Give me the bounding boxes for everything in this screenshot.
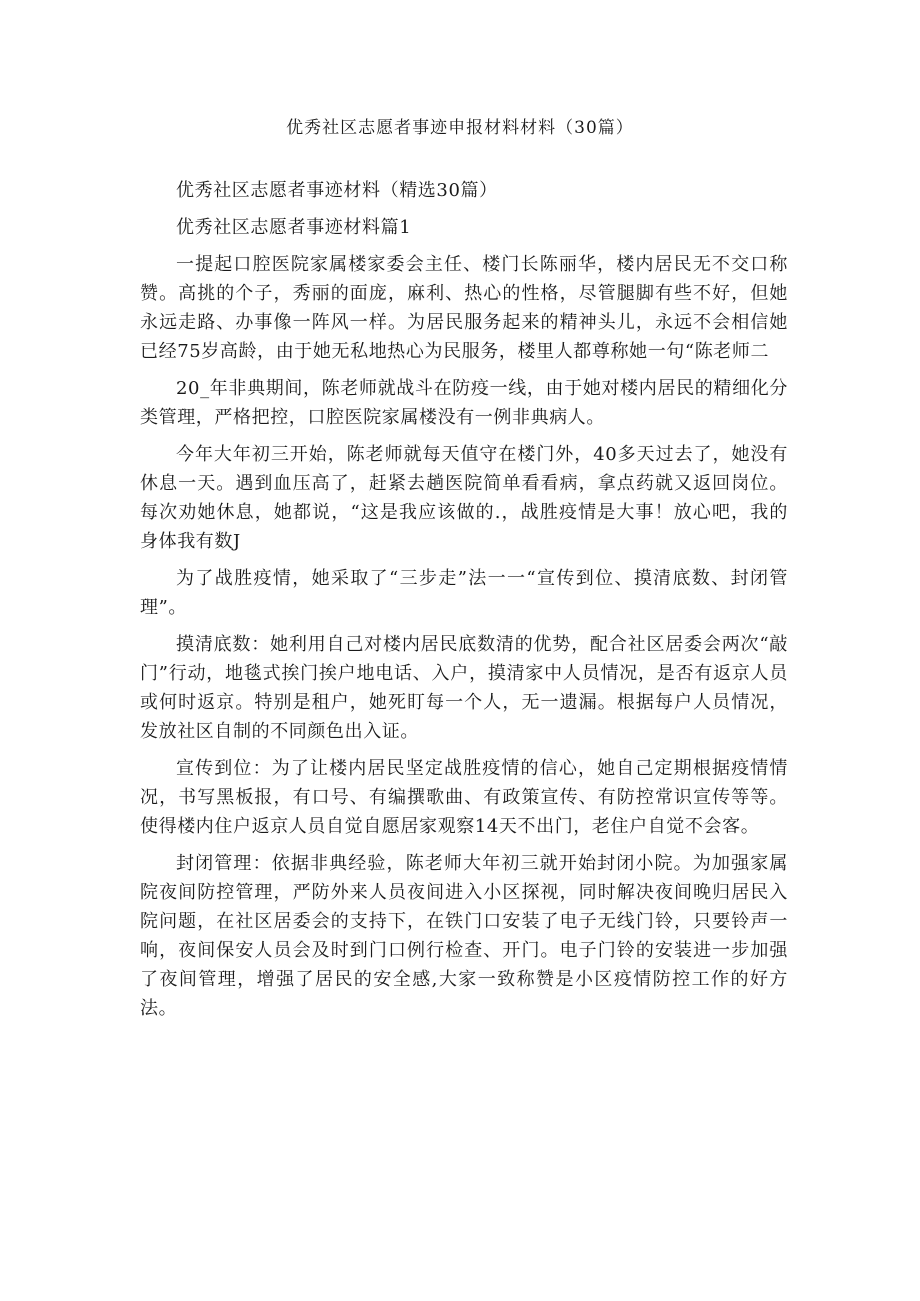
paragraph-sars: 20_年非典期间，陈老师就战斗在防疫一线，由于她对楼内居民的精细化分类管理，严格把控，口腔医院家属楼没有一例非典病人。 [140, 378, 788, 428]
paragraph-three-steps: 为了战胜疫情，她采取了“三步走”法一一“宣传到位、摸清底数、封闭管理”。 [140, 568, 788, 618]
document-subtitle: 优秀社区志愿者事迹材料（精选30篇） [176, 180, 498, 201]
paragraph-intro: 一提起口腔医院家属楼家委会主任、楼门长陈丽华，楼内居民无不交口称赞。高挑的个子，秀丽的面庞，麻利、热心的性格，尽管腿脚有些不好，但她永远走路、办事像一阵风一样。为居民服务起来的精神头儿，永远不会相信她已经75岁高龄，由于她无私地热心为民服务，楼里人都尊称她一句“陈老师二 [140, 254, 788, 362]
paragraph-closure: 封闭管理：依据非典经验，陈老师大年初三就开始封闭小院。为加强家属院夜间防控管理，严防外来人员夜间进入小区探视，同时解决夜间晚归居民入院问题，在社区居委会的支持下，在铁门口安装了电子无线门铃，只要铃声一响，夜间保安人员会及时到门口例行检查、开门。电子门铃的安装进一步加强了夜间管理，增强了居民的安全感,大家一致称赞是小区疫情防控工作的好方法。 [140, 853, 788, 1019]
document-title: 优秀社区志愿者事迹申报材料材料（30篇） [286, 118, 634, 138]
paragraph-headcount: 摸清底数：她利用自己对楼内居民底数清的优势，配合社区居委会两次“敲门”行动，地毯式挨门挨户地电话、入户，摸清家中人员情况，是否有返京人员或何时返京。特别是租户，她死盯每一个人，无一遗漏。根据每户人员情况，发放社区自制的不同颜色出入证。 [140, 634, 788, 742]
paragraph-duty: 今年大年初三开始，陈老师就每天值守在楼门外，40多天过去了，她没有休息一天。遇到血压高了，赶紧去趟医院简单看看病，拿点药就又返回岗位。每次劝她休息，她都说，“这是我应该做的.，战胜疫情是大事！放心吧，我的身体我有数J [140, 444, 788, 552]
paragraph-publicity: 宣传到位：为了让楼内居民坚定战胜疫情的信心，她自己定期根据疫情情况，书写黑板报，有口号、有编撰歌曲、有政策宣传、有防控常识宣传等等。使得楼内住户返京人员自觉自愿居家观察14天不出门，老住户自觉不会客。 [140, 758, 788, 837]
section-heading: 优秀社区志愿者事迹材料篇1 [176, 217, 412, 238]
document-body [140, 176, 788, 1023]
